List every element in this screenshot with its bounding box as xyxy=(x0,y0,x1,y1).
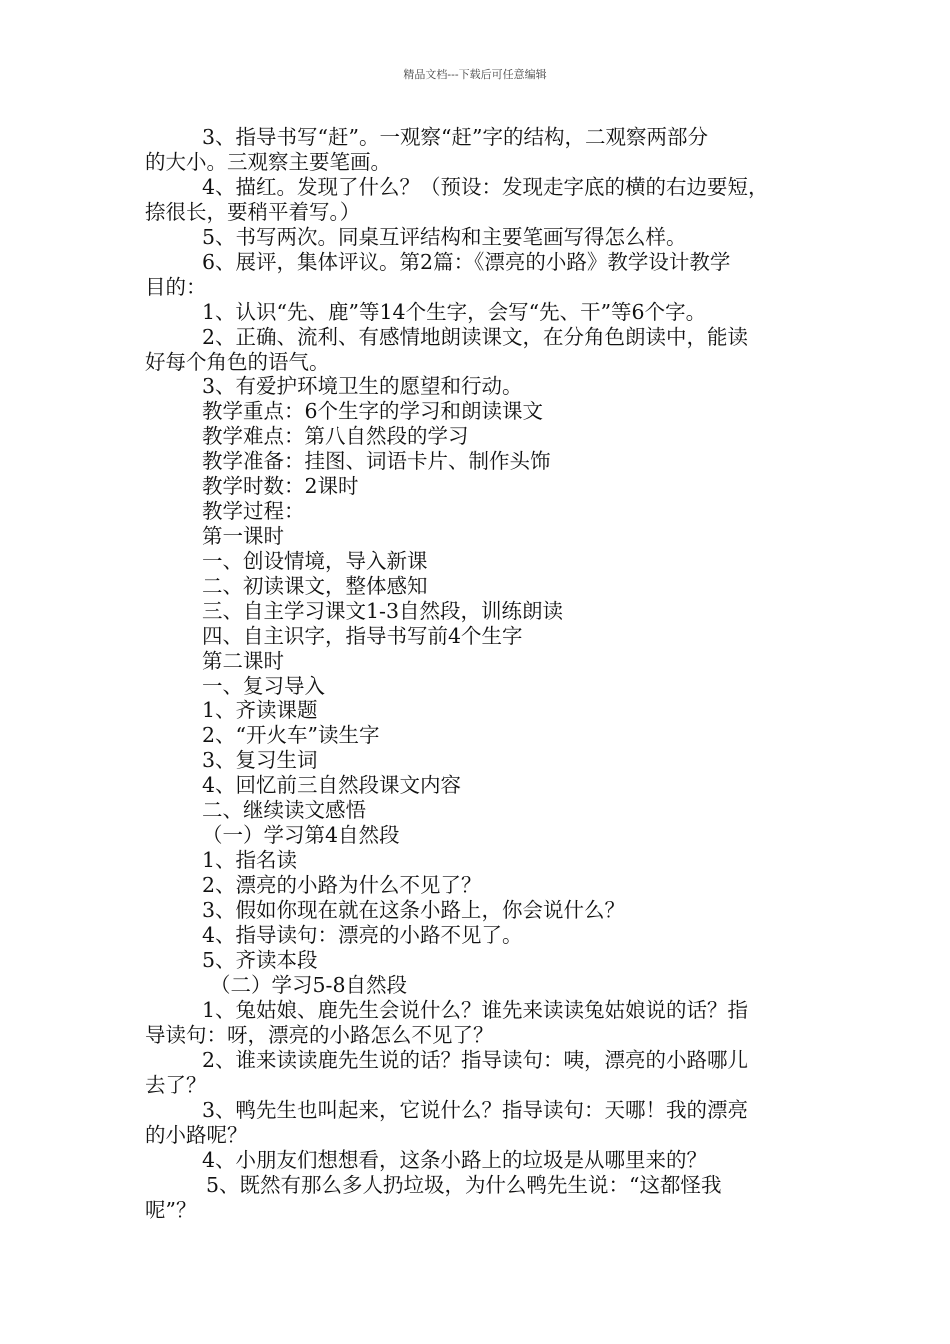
text-line: 1、齐读课题 xyxy=(202,698,318,722)
text-line: 1、指名读 xyxy=(202,848,298,872)
text-line: 三、自主学习课文1-3自然段，训练朗读 xyxy=(202,599,564,623)
text-line: 5、既然有那么多人扔垃圾，为什么鸭先生说：“这都怪我 xyxy=(206,1173,722,1197)
text-line: 6、展评，集体评议。第2篇：《漂亮的小路》教学设计教学 xyxy=(202,250,731,274)
text-line: 二、初读课文，整体感知 xyxy=(202,574,428,598)
text-line: 2、“开火车”读生字 xyxy=(202,723,380,747)
text-line: 4、描红。发现了什么？（预设：发现走字底的横的右边要短， xyxy=(202,175,769,199)
text-line: 去了？ xyxy=(145,1073,207,1097)
text-line: 呢”？ xyxy=(145,1198,197,1222)
text-line: 3、有爱护环境卫生的愿望和行动。 xyxy=(202,374,523,398)
text-line: 3、鸭先生也叫起来，它说什么？指导读句：天哪！我的漂亮 xyxy=(202,1098,749,1122)
text-line: 捺很长，要稍平着写。） xyxy=(145,200,361,224)
text-line: 3、假如你现在就在这条小路上，你会说什么？ xyxy=(202,898,626,922)
text-line: 教学过程： xyxy=(202,499,305,523)
text-line: 4、回忆前三自然段课文内容 xyxy=(202,773,462,797)
text-line: 四、自主识字，指导书写前4个生字 xyxy=(202,624,523,648)
text-line: 2、谁来读读鹿先生说的话？指导读句：咦，漂亮的小路哪儿 xyxy=(202,1048,749,1072)
text-line: 2、正确、流利、有感情地朗读课文，在分角色朗读中，能读 xyxy=(202,325,749,349)
text-line: 教学准备：挂图、词语卡片、制作头饰 xyxy=(202,449,551,473)
text-line: （二）学习5-8自然段 xyxy=(210,973,408,997)
text-line: 的大小。三观察主要笔画。 xyxy=(145,150,391,174)
text-line: 4、指导读句：漂亮的小路不见了。 xyxy=(202,923,523,947)
text-line: 3、指导书写“赶”。一观察“赶”字的结构，二观察两部分 xyxy=(202,125,708,149)
text-line: 2、漂亮的小路为什么不见了？ xyxy=(202,873,482,897)
text-line: 一、创设情境，导入新课 xyxy=(202,549,428,573)
text-line: 1、兔姑娘、鹿先生会说什么？谁先来读读兔姑娘说的话？指 xyxy=(202,998,749,1022)
text-line: 第二课时 xyxy=(202,649,284,673)
text-line: 第一课时 xyxy=(202,524,284,548)
text-line: 二、继续读文感悟 xyxy=(202,798,366,822)
text-line: 的小路呢？ xyxy=(145,1123,248,1147)
text-line: 4、小朋友们想想看，这条小路上的垃圾是从哪里来的？ xyxy=(202,1148,708,1172)
text-line: 教学难点：第八自然段的学习 xyxy=(202,424,469,448)
text-line: 教学重点：6个生字的学习和朗读课文 xyxy=(202,399,544,423)
text-line: 导读句：呀，漂亮的小路怎么不见了？ xyxy=(145,1023,494,1047)
text-line: 5、书写两次。同桌互评结构和主要笔画写得怎么样。 xyxy=(202,225,687,249)
text-line: 一、复习导入 xyxy=(202,674,325,698)
text-line: 5、齐读本段 xyxy=(202,948,318,972)
text-line: 教学时数：2课时 xyxy=(202,474,359,498)
page-header: 精品文档---下载后可任意编辑 xyxy=(403,68,547,81)
text-line: （一）学习第4自然段 xyxy=(202,823,400,847)
text-line: 3、复习生词 xyxy=(202,748,318,772)
text-line: 目的： xyxy=(145,275,207,299)
text-line: 1、认识“先、鹿”等14个生字，会写“先、干”等6个字。 xyxy=(202,300,707,324)
text-line: 好每个角色的语气。 xyxy=(145,350,330,374)
